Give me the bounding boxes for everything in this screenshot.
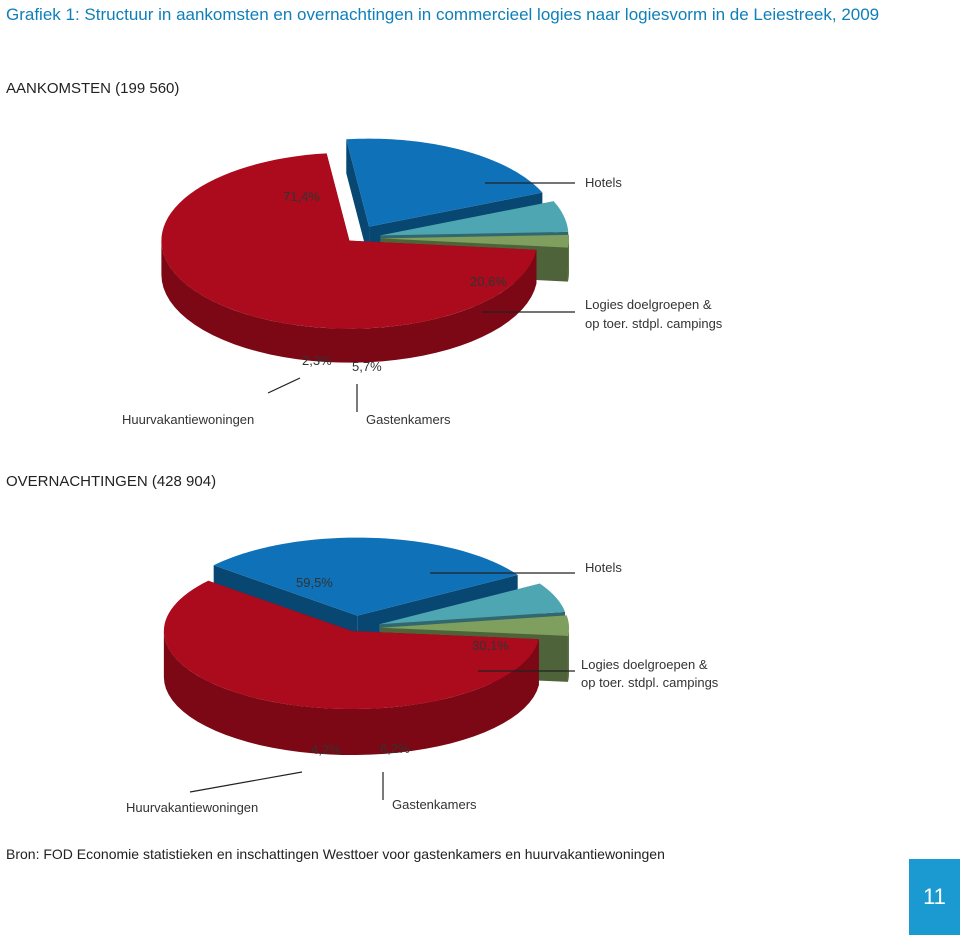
category-label-huurvakantiewoningen: Huurvakantiewoningen: [122, 412, 255, 427]
category-label-hotels: Hotels: [585, 175, 622, 190]
value-label-hotels: 59,5%: [296, 575, 333, 590]
leader-line: [268, 378, 300, 393]
category-label-logies: op toer. stdpl. campings: [581, 675, 719, 690]
category-label-gastenkamers: Gastenkamers: [392, 797, 477, 812]
leader-line: [190, 772, 302, 792]
value-label-gastenkamers: 5,7%: [352, 359, 382, 374]
category-label-logies: Logies doelgroepen &: [585, 297, 712, 312]
value-label-logies: 30,1%: [472, 638, 509, 653]
value-label-hotels: 71,4%: [283, 189, 320, 204]
value-label-gastenkamers: 6,2%: [380, 741, 410, 756]
category-label-logies: Logies doelgroepen &: [581, 657, 708, 672]
figure-title: Grafiek 1: Structuur in aankomsten en overnachtingen in commercieel logies naar logiesvorm in de Leiestreek, 2009: [6, 5, 880, 24]
value-label-logies: 20,6%: [470, 274, 507, 289]
pie-chart-overnachtingen: [0, 520, 960, 830]
category-label-gastenkamers: Gastenkamers: [366, 412, 451, 427]
chart-title-aankomsten: AANKOMSTEN (199 560): [6, 80, 180, 97]
page-number-badge: 11: [909, 859, 960, 935]
pie-chart-aankomsten: [0, 130, 960, 460]
category-label-huurvakantiewoningen: Huurvakantiewoningen: [126, 800, 259, 815]
category-label-hotels: Hotels: [585, 560, 622, 575]
value-label-huurvakantiewoningen: 2,3%: [302, 353, 332, 368]
source-note: Bron: FOD Economie statistieken en inschattingen Westtoer voor gastenkamers en huurvakantiewoningen: [6, 846, 665, 862]
chart-title-overnachtingen: OVERNACHTINGEN (428 904): [6, 473, 217, 490]
category-label-logies: op toer. stdpl. campings: [585, 316, 723, 331]
value-label-huurvakantiewoningen: 4,2%: [311, 742, 341, 757]
